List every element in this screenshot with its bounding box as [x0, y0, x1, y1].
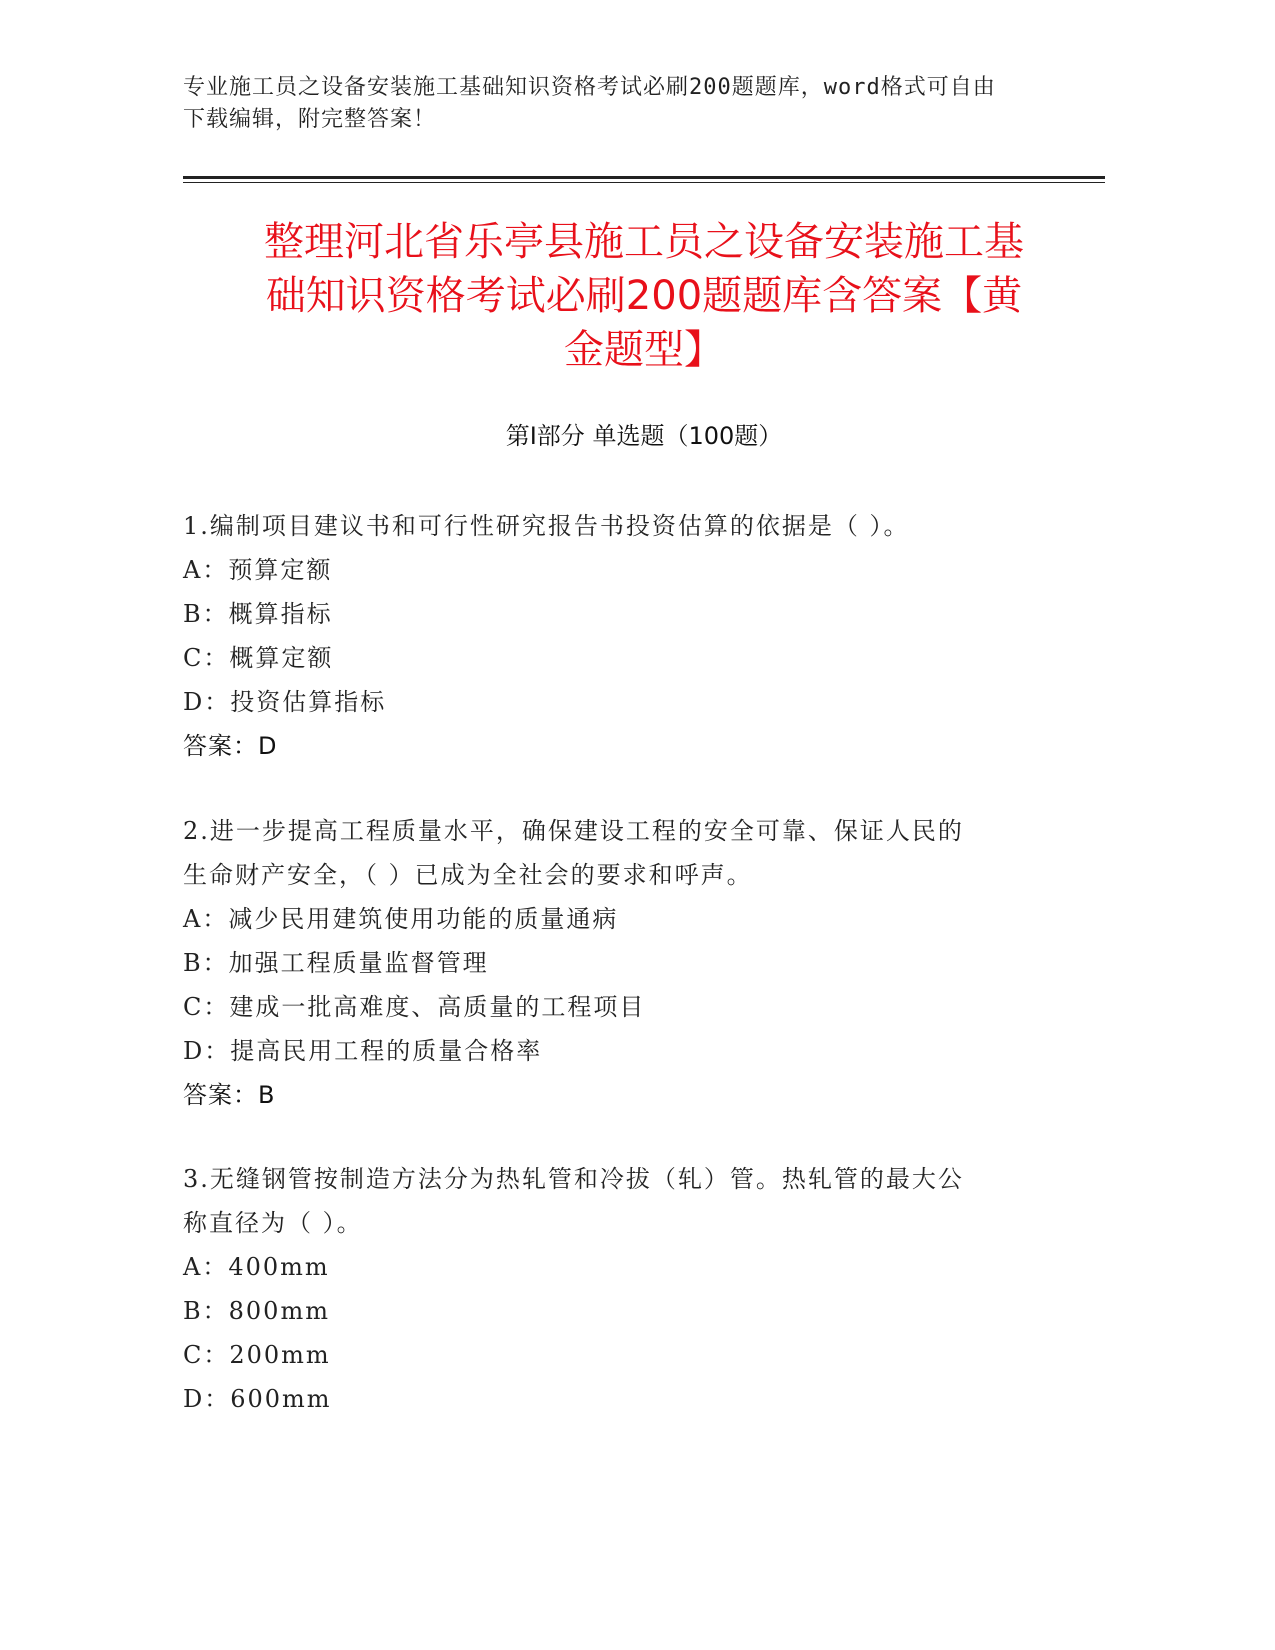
option-c: C：概算定额	[183, 644, 334, 672]
answer: 答案：D	[183, 732, 278, 760]
question-1	[183, 504, 1083, 768]
header-rule-thin	[183, 182, 1105, 183]
question-3	[183, 1157, 1083, 1421]
option-d: D：提高民用工程的质量合格率	[183, 1037, 543, 1065]
title-line: 金题型】	[564, 327, 724, 373]
header-rule	[183, 176, 1105, 179]
question-stem: 称直径为（ ）。	[183, 1209, 363, 1237]
option-c: C：200mm	[183, 1341, 331, 1369]
question-stem: 生命财产安全，（ ）已成为全社会的要求和呼声。	[183, 861, 753, 889]
header-note	[183, 72, 1063, 136]
question-stem: 1.编制项目建议书和可行性研究报告书投资估算的依据是（ ）。	[183, 512, 910, 540]
header-note-line: 下载编辑，附完整答案！	[183, 107, 437, 132]
question-2	[183, 809, 1083, 1117]
option-b: B：加强工程质量监督管理	[183, 949, 489, 977]
question-stem: 2.进一步提高工程质量水平，确保建设工程的安全可靠、保证人民的	[183, 817, 964, 845]
document-title	[183, 215, 1105, 377]
answer: 答案：B	[183, 1081, 276, 1109]
header-note-line: 专业施工员之设备安装施工基础知识资格考试必刷200题题库，word格式可自由	[183, 75, 996, 100]
option-d: D：投资估算指标	[183, 688, 387, 716]
option-b: B：800mm	[183, 1297, 330, 1325]
option-b: B：概算指标	[183, 600, 333, 628]
option-c: C：建成一批高难度、高质量的工程项目	[183, 993, 646, 1021]
option-a: A：400mm	[183, 1253, 330, 1281]
question-stem: 3.无缝钢管按制造方法分为热轧管和冷拔（轧）管。热轧管的最大公	[183, 1165, 964, 1193]
title-line: 整理河北省乐亭县施工员之设备安装施工基	[264, 219, 1024, 265]
title-line: 础知识资格考试必刷200题题库含答案【黄	[265, 273, 1023, 319]
option-d: D：600mm	[183, 1385, 332, 1413]
option-a: A：减少民用建筑使用功能的质量通病	[183, 905, 619, 933]
section-heading: 第Ⅰ部分 单选题（100题）	[505, 422, 783, 450]
option-a: A：预算定额	[183, 556, 333, 584]
